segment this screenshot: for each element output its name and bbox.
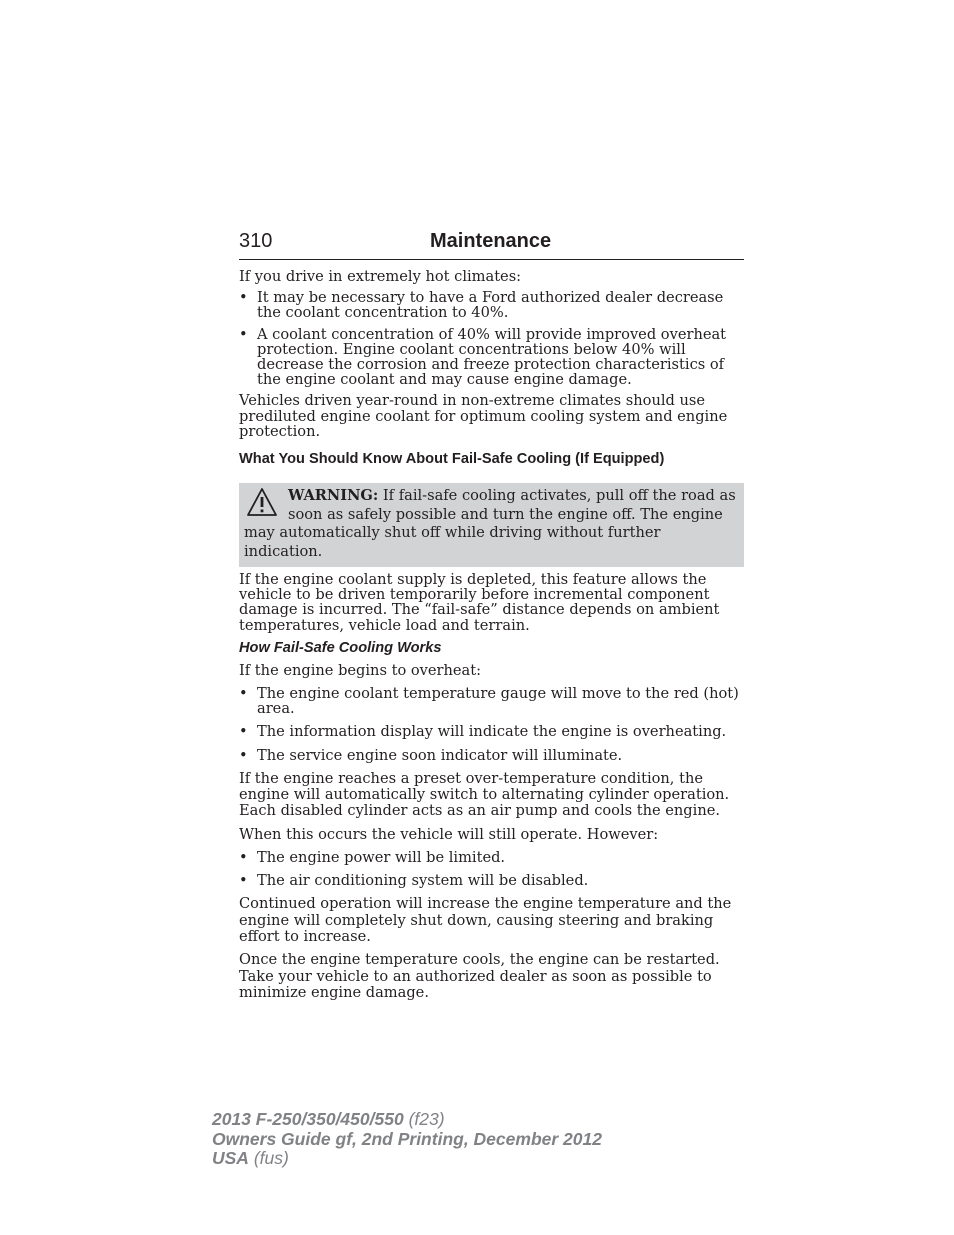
warning-box: [239, 483, 744, 567]
footer-model-code: (f23): [408, 1109, 445, 1129]
bullet-icon: •: [239, 848, 248, 866]
list-item: [239, 873, 744, 888]
list-item-text: A coolant concentration of 40% will provide improved overheat protection. Engine coolant concentrations below 40% will decrease the corrosion and freeze protection characteristics of the engine coolant and may cause engine damage.: [257, 325, 727, 389]
page-header: [239, 229, 744, 260]
occurs-list: [239, 850, 744, 888]
failsafe-heading: What You Should Know About Fail-Safe Cooling (If Equipped): [239, 451, 665, 468]
bullet-icon: •: [239, 746, 248, 764]
bullet-icon: •: [239, 325, 248, 343]
list-item: [239, 290, 744, 320]
section-title: Maintenance: [430, 230, 552, 252]
page-content: [239, 268, 744, 1001]
footer-market: USA: [212, 1148, 249, 1168]
once-paragraph: Once the engine temperature cools, the engine can be restarted. Take your vehicle to an authorized dealer as soon as possible to minimize engine damage.: [239, 951, 720, 1001]
list-item: [239, 748, 744, 763]
footer-model: 2013 F-250/350/450/550: [212, 1109, 404, 1129]
hot-climates-list: [239, 290, 744, 387]
list-item: [239, 327, 744, 388]
warning-text: If fail-safe cooling activates, pull off the road as soon as safely possible and turn the engine off. The engine may automatically shut off while driving without further indication.: [244, 487, 736, 560]
list-item-text: The information display will indicate the engine is overheating.: [257, 723, 727, 741]
warning-triangle-icon: [246, 487, 278, 517]
bullet-icon: •: [239, 685, 248, 703]
page-number: 310: [239, 230, 273, 252]
footer-line-model: [212, 1110, 712, 1130]
bullet-icon: •: [239, 289, 248, 307]
overheat-list: [239, 686, 744, 763]
bullet-icon: •: [239, 872, 248, 890]
footer-printing: Owners Guide gf, 2nd Printing, December 2012: [212, 1128, 602, 1149]
list-item: [239, 850, 744, 865]
list-item-text: The engine coolant temperature gauge will move to the red (hot) area.: [257, 685, 739, 718]
continued-paragraph: Continued operation will increase the engine temperature and the engine will completely shut down, causing steering and braking effort to increase.: [239, 895, 732, 945]
list-item-text: The air conditioning system will be disabled.: [257, 872, 589, 890]
bullet-icon: •: [239, 723, 248, 741]
footer-market-code: (fus): [253, 1148, 289, 1168]
footer: [212, 1110, 712, 1169]
overheat-intro: If the engine begins to overheat:: [239, 661, 482, 679]
list-item-text: The service engine soon indicator will illuminate.: [257, 746, 623, 764]
list-item: [239, 724, 744, 739]
hot-climates-intro: If you drive in extremely hot climates:: [239, 268, 522, 285]
list-item-text: It may be necessary to have a Ford authorized dealer decrease the coolant concentration to 40%.: [257, 289, 724, 322]
warning-label: WARNING:: [288, 487, 379, 505]
non-extreme-paragraph: Vehicles driven year-round in non-extreme climates should use prediluted engine coolant for optimum cooling system and engine protection.: [239, 392, 728, 440]
depleted-paragraph: If the engine coolant supply is depleted, this feature allows the vehicle to be driven temporarily before incremental component damage is incurred. The “fail-safe” distance depends on ambient temperatures, vehicle load and terrain.: [239, 571, 720, 634]
how-it-works-heading: How Fail-Safe Cooling Works: [239, 639, 442, 656]
occurs-intro: When this occurs the vehicle will still operate. However:: [239, 825, 659, 843]
preset-paragraph: If the engine reaches a preset over-temperature condition, the engine will automatically switch to alternating cylinder operation. Each disabled cylinder acts as an air pump and cools the engine.: [239, 769, 730, 820]
list-item: [239, 686, 744, 716]
list-item-text: The engine power will be limited.: [257, 848, 506, 866]
footer-line-market: [212, 1149, 712, 1169]
